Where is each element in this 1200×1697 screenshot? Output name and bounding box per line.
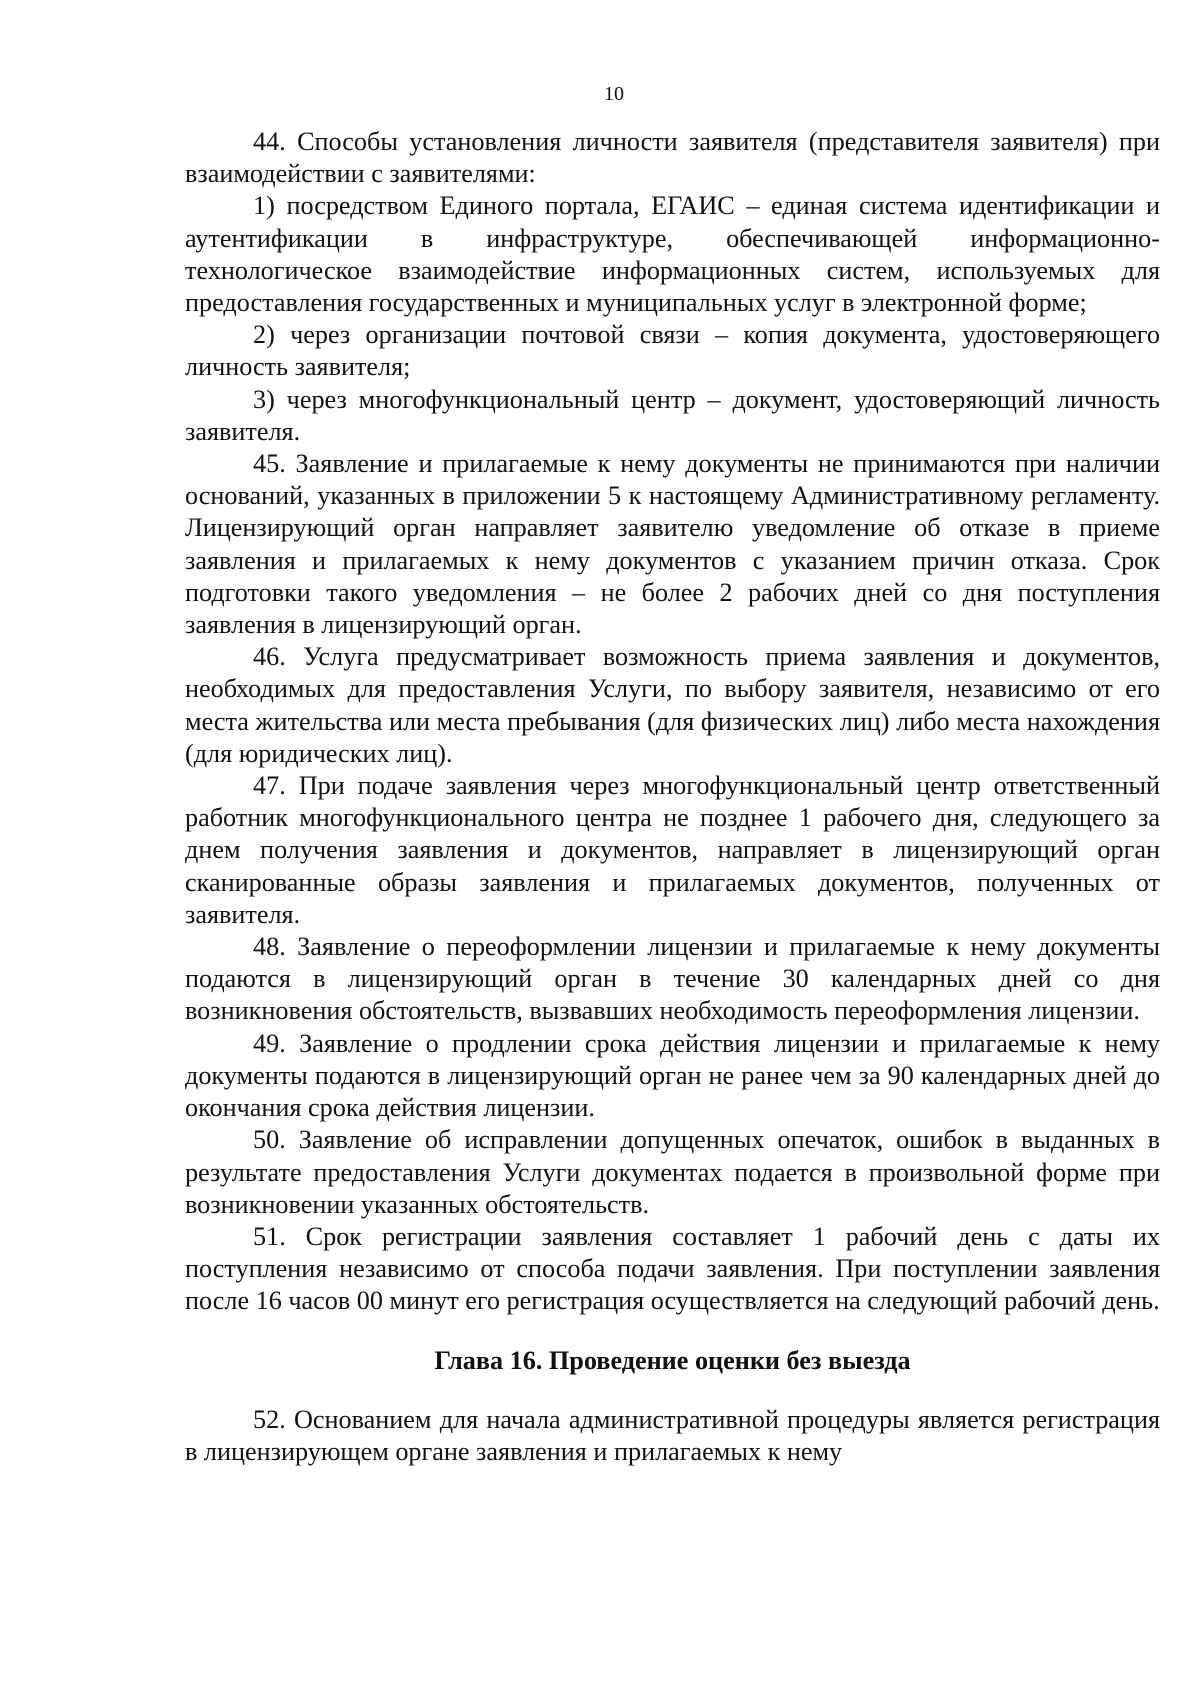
document-body: [185, 126, 1160, 1468]
paragraph-44: 44. Способы установления личности заявителя (представителя заявителя) при взаимодействии с заявителями:: [185, 127, 1160, 189]
page-number: 10: [604, 83, 624, 105]
chapter-heading: Глава 16. Проведение оценки без выезда: [434, 1345, 911, 1375]
paragraph-49: 49. Заявление о продлении срока действия лицензии и прилагаемые к нему документы подаются в лицензирующий орган не ранее чем за 90 календарных дней до окончания срока действия лицензии.: [185, 1028, 1160, 1123]
paragraph-48: 48. Заявление о переоформлении лицензии и прилагаемые к нему документы подаются в лицензирующий орган в течение 30 календарных дней со дня возникновения обстоятельств, вызвавших необходимость переоформления лицензии.: [185, 932, 1160, 1026]
paragraph-44-item-2: 2) через организации почтовой связи – копия документа, удостоверяющего личность заявителя;: [185, 320, 1160, 382]
paragraph-52: 52. Основанием для начала административной процедуры является регистрация в лицензирующем органе заявления и прилагаемых к нему: [185, 1404, 1160, 1466]
paragraph-51: 51. Срок регистрации заявления составляет 1 рабочий день с даты их поступления независимо от способа подачи заявления. При поступлении заявления после 16 часов 00 минут его регистрация осуществляется на следующий рабочий день.: [185, 1221, 1160, 1316]
paragraph-46: 46. Услуга предусматривает возможность приема заявления и документов, необходимых для предоставления Услуги, по выбору заявителя, независимо от его места жительства или места пребывания (для физических лиц) либо места нахождения (для юридических лиц).: [185, 642, 1160, 768]
paragraph-50: 50. Заявление об исправлении допущенных опечаток, ошибок в выданных в результате предоставления Услуги документах подается в произвольной форме при возникновении указанных обстоятельств.: [185, 1125, 1160, 1219]
paragraph-44-item-3: 3) через многофункциональный центр – документ, удостоверяющий личность заявителя.: [185, 384, 1160, 446]
paragraph-44-item-1: 1) посредством Единого портала, ЕГАИС – единая система идентификации и аутентификации в инфраструктуре, обеспечивающей информационно-технологическое взаимодействие информационных систем, используемых для предоставления государственных и муниципальных услуг в электронной форме;: [185, 191, 1160, 318]
paragraph-45: 45. Заявление и прилагаемые к нему документы не принимаются при наличии оснований, указанных в приложении 5 к настоящему Административному регламенту. Лицензирующий орган направляет заявителю уведомление об отказе в приеме заявления и прилагаемых к нему документов с указанием причин отказа. Срок подготовки такого уведомления – не более 2 рабочих дней со дня поступления заявления в лицензирующий орган.: [185, 449, 1160, 640]
paragraph-47: 47. При подаче заявления через многофункциональный центр ответственный работник многофункционального центра не позднее 1 рабочего дня, следующего за днем получения заявления и документов, направляет в лицензирующий орган сканированные образы заявления и прилагаемых документов, полученных от заявителя.: [185, 771, 1160, 929]
